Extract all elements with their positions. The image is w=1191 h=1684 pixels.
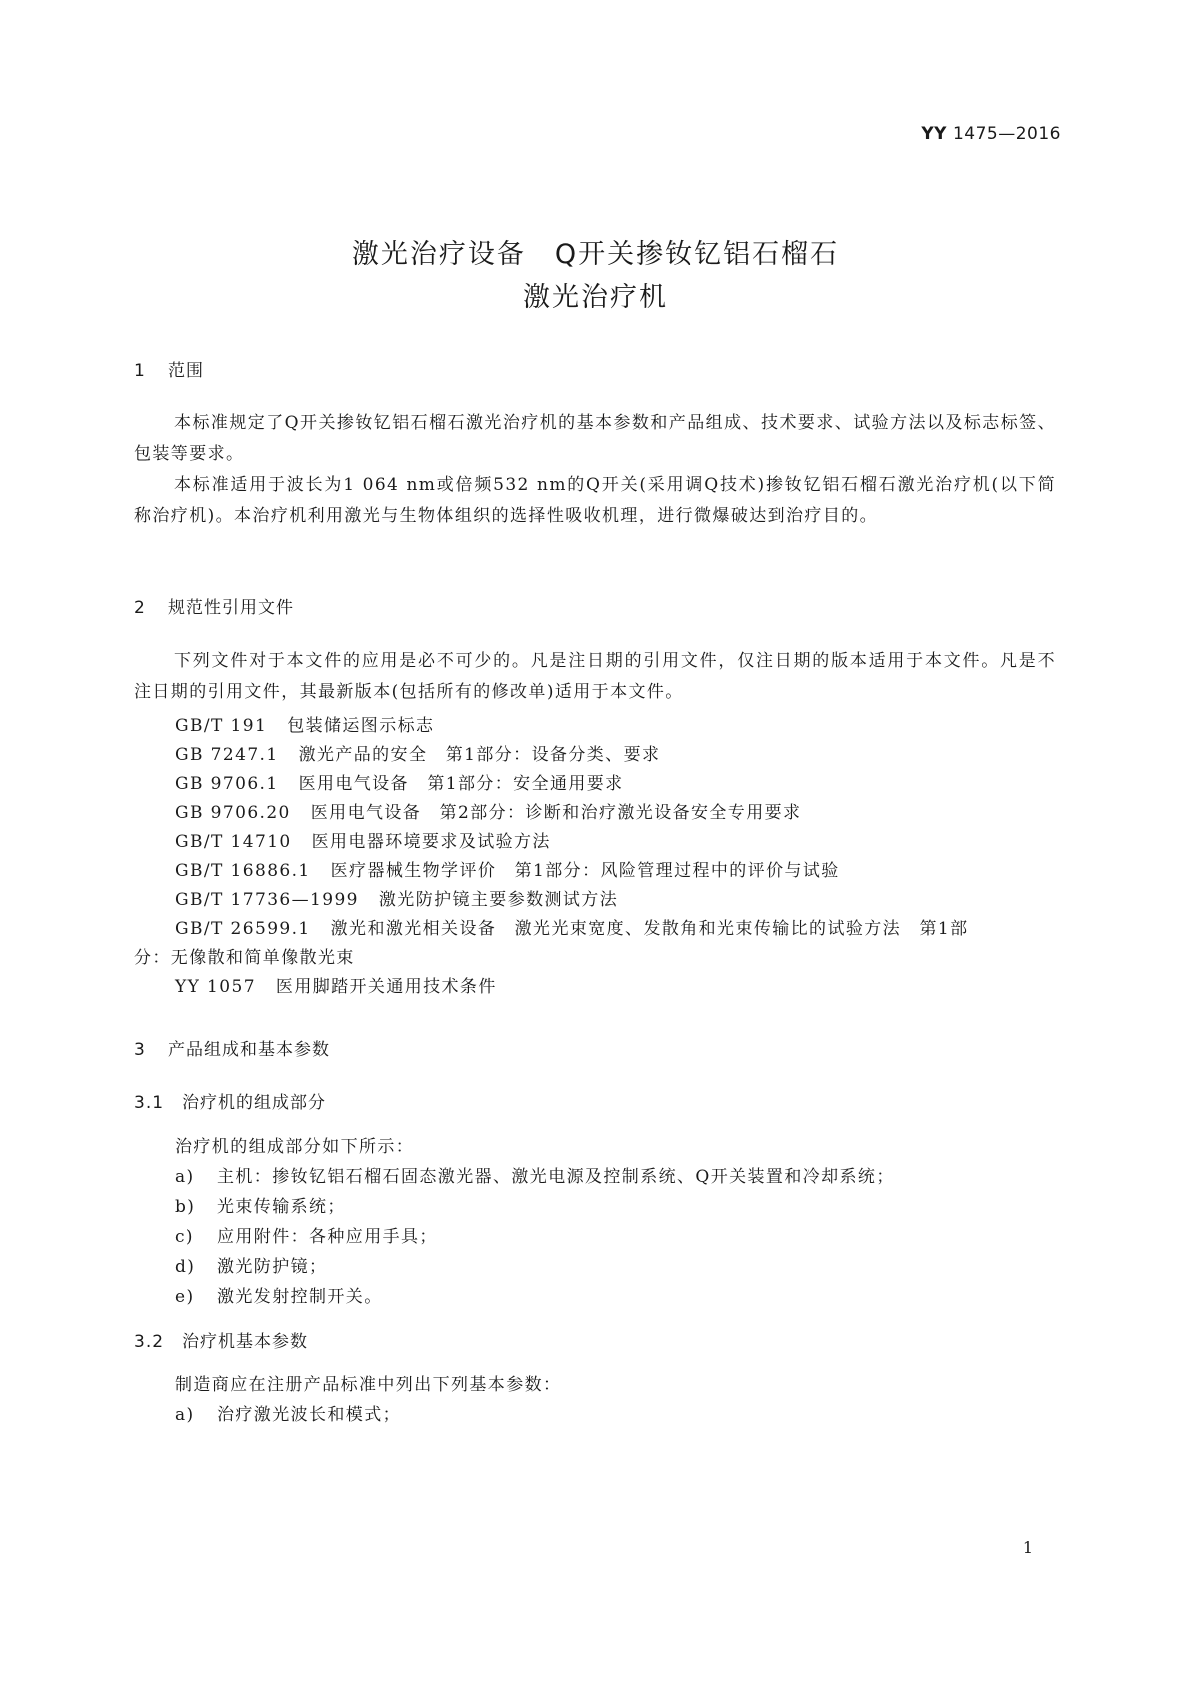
list-item — [175, 1222, 438, 1247]
section-title: 产品组成和基本参数 — [168, 1040, 330, 1060]
section-1-paragraph-1: 本标准规定了Q开关掺钕钇铝石榴石激光治疗机的基本参数和产品组成、技术要求、试验方法以及标志标签、包装等要求。 — [134, 413, 1056, 464]
reference-item — [175, 914, 968, 939]
reference-title: 医用电气设备 第1部分：安全通用要求 — [298, 774, 624, 794]
list-item — [175, 1400, 401, 1425]
reference-code: GB 9706.20 — [175, 803, 291, 823]
section-3-1-heading — [134, 1088, 326, 1113]
document-title-line1: 激光治疗设备 Q开关掺钕钇铝石榴石 — [351, 239, 840, 270]
section-title: 规范性引用文件 — [168, 598, 294, 618]
subsection-intro: 治疗机的组成部分如下所示： — [175, 1137, 415, 1157]
document-title-line2: 激光治疗机 — [523, 282, 668, 313]
list-text: 激光防护镜； — [217, 1257, 328, 1277]
section-2-heading — [134, 593, 294, 618]
list-label: c) — [175, 1227, 194, 1247]
section-1-paragraph-2: 本标准适用于波长为1 064 nm或倍频532 nm的Q开关(采用调Q技术)掺钕钇铝石榴石激光治疗机(以下简称治疗机)。本治疗机利用激光与生物体组织的选择性吸收机理，进行微爆破达到治疗目的。 — [134, 475, 1056, 526]
list-text: 治疗激光波长和模式； — [217, 1405, 401, 1425]
list-text: 激光发射控制开关。 — [217, 1287, 383, 1307]
list-label: d) — [175, 1257, 196, 1277]
reference-code: GB/T 14710 — [175, 832, 292, 852]
reference-title: 激光和激光相关设备 激光光束宽度、发散角和光束传输比的试验方法 第1部 — [330, 919, 969, 939]
reference-item — [175, 827, 551, 852]
section-3-heading — [134, 1035, 330, 1060]
reference-title: 医用脚踏开关通用技术条件 — [275, 977, 497, 997]
reference-title: 激光防护镜主要参数测试方法 — [378, 890, 619, 910]
list-label: b) — [175, 1197, 196, 1217]
reference-title: 医用电器环境要求及试验方法 — [311, 832, 551, 852]
section-number: 2 — [134, 598, 146, 618]
list-label: a) — [175, 1405, 195, 1425]
subsection-title: 治疗机的组成部分 — [182, 1093, 326, 1113]
reference-title: 分：无像散和简单像散光束 — [134, 948, 355, 968]
standard-code: 1475—2016 — [952, 124, 1061, 144]
section-3-2-heading — [134, 1327, 308, 1352]
section-number: 1 — [134, 361, 146, 381]
reference-code: GB/T 26599.1 — [175, 919, 311, 939]
list-text: 主机：掺钕钇铝石榴石固态激光器、激光电源及控制系统、Q开关装置和冷却系统； — [217, 1167, 895, 1187]
list-item — [175, 1282, 383, 1307]
standard-number — [921, 124, 1061, 144]
reference-title: 医疗器械生物学评价 第1部分：风险管理过程中的评价与试验 — [330, 861, 840, 881]
reference-item — [175, 711, 434, 736]
list-text: 应用附件：各种应用手具； — [217, 1227, 438, 1247]
list-label: a) — [175, 1167, 195, 1187]
list-item — [175, 1192, 346, 1217]
subsection-number: 3.2 — [134, 1332, 165, 1352]
list-item — [175, 1252, 327, 1277]
reference-code: YY 1057 — [175, 977, 256, 997]
list-text: 光束传输系统； — [217, 1197, 346, 1217]
reference-item — [175, 972, 497, 997]
reference-item — [175, 798, 801, 823]
reference-title: 包装储运图示标志 — [287, 716, 435, 736]
section-2-paragraph-1: 下列文件对于本文件的应用是必不可少的。凡是注日期的引用文件，仅注日期的版本适用于本文件。凡是不注日期的引用文件，其最新版本(包括所有的修改单)适用于本文件。 — [134, 651, 1056, 702]
reference-code: GB 9706.1 — [175, 774, 279, 794]
section-1-heading — [134, 356, 204, 381]
standard-prefix: YY — [921, 124, 947, 144]
subsection-intro: 制造商应在注册产品标准中列出下列基本参数： — [175, 1375, 562, 1395]
reference-item-continuation — [134, 943, 355, 968]
reference-item — [175, 856, 840, 881]
reference-code: GB 7247.1 — [175, 745, 279, 765]
reference-title: 医用电气设备 第2部分：诊断和治疗激光设备安全专用要求 — [310, 803, 802, 823]
reference-title: 激光产品的安全 第1部分：设备分类、要求 — [298, 745, 661, 765]
reference-item — [175, 769, 624, 794]
list-item — [175, 1162, 895, 1187]
page-number: 1 — [1022, 1538, 1033, 1557]
reference-code: GB/T 17736—1999 — [175, 890, 359, 910]
reference-item — [175, 885, 618, 910]
reference-code: GB/T 16886.1 — [175, 861, 311, 881]
reference-code: GB/T 191 — [175, 716, 268, 736]
section-title: 范围 — [168, 361, 204, 381]
reference-item — [175, 740, 660, 765]
subsection-title: 治疗机基本参数 — [182, 1332, 308, 1352]
section-number: 3 — [134, 1040, 146, 1060]
list-label: e) — [175, 1287, 195, 1307]
subsection-number: 3.1 — [134, 1093, 165, 1113]
